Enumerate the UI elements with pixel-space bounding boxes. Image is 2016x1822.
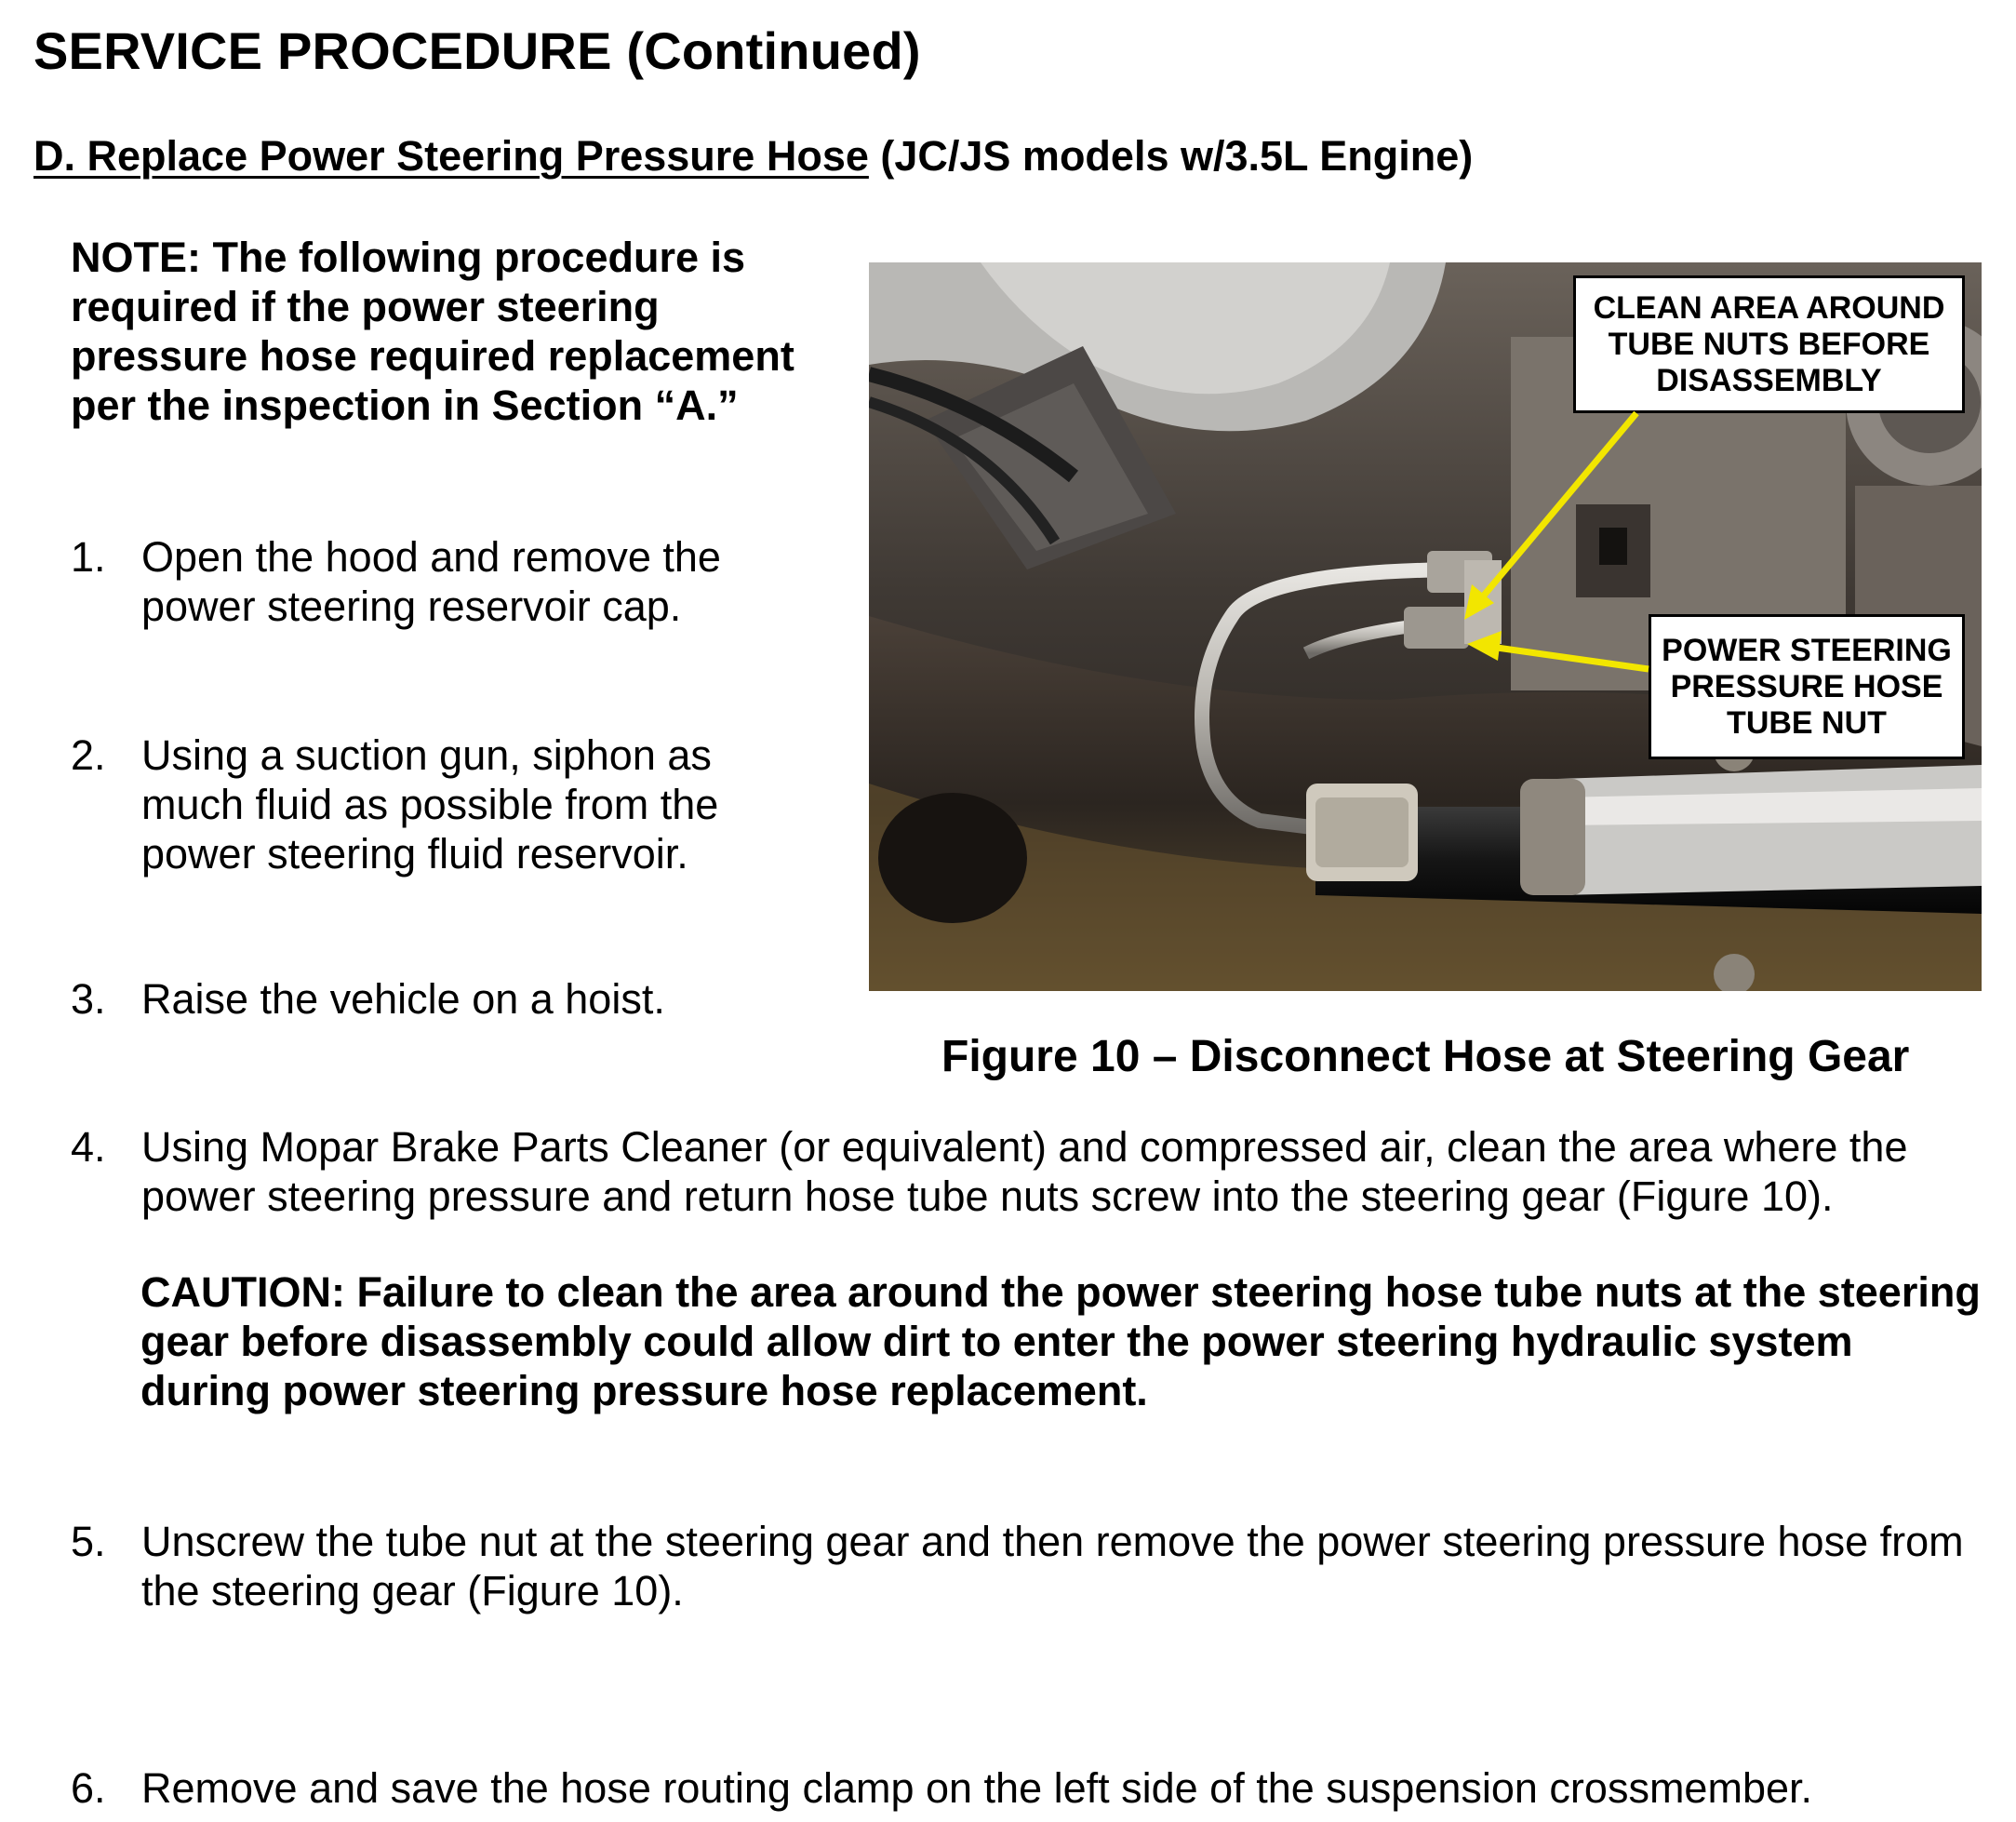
section-heading-title: D. Replace Power Steering Pressure Hose [33,132,869,180]
arrow-head-icon [1467,631,1502,661]
callout-line: POWER STEERING [1662,632,1952,668]
callout-line: PRESSURE HOSE [1670,668,1943,704]
step-6 [71,1763,1996,1815]
callout-arrows [869,262,1982,991]
step-line: power steering reservoir cap. [141,583,682,630]
step-text [141,730,718,878]
step-line: Remove and save the hose routing clamp on the left side of the suspension crossmember. [141,1764,1813,1812]
step-4 [71,1122,1996,1225]
step-line: Using Mopar Brake Parts Cleaner (or equivalent) and compressed air, clean the area where the [141,1123,1908,1171]
step-line: Raise the vehicle on a hoist. [141,975,665,1023]
step-line: the steering gear (Figure 10). [141,1567,684,1614]
caution-text: CAUTION: Failure to clean the area around the power steering hose tube nuts at the steering gear before disassembly could allow dirt to enter the power steering hydraulic system during power steering pressure hose replacement. [140,1268,1981,1414]
step-number: 2. [71,731,106,779]
step-3 [71,974,834,1026]
step-text [141,532,721,631]
step-line: power steering pressure and return hose tube nuts screw into the steering gear (Figure 10). [141,1172,1834,1220]
step-text [141,974,665,1024]
step-line: Unscrew the tube nut at the steering gear and then remove the power steering pressure hose from [141,1518,1964,1565]
callout-line: TUBE NUT [1727,704,1887,741]
step-line: Open the hood and remove the [141,533,721,581]
page-title: SERVICE PROCEDURE (Continued) [33,21,921,80]
callout-line: TUBE NUTS BEFORE [1608,326,1930,362]
step-line: much fluid as possible from the [141,781,719,828]
step-text [141,1517,1964,1615]
step-line: power steering fluid reservoir. [141,830,688,878]
note-text: NOTE: The following procedure is required if the power steering pressure hose required replacement per the inspection in Section “A.” [71,234,794,429]
arrow-icon [1490,647,1649,669]
step-number: 4. [71,1123,106,1171]
figure-10-photo [869,262,1982,991]
callout-line: DISASSEMBLY [1656,362,1882,398]
section-heading [33,132,1473,181]
step-5 [71,1517,2006,1619]
step-line: Using a suction gun, siphon as [141,731,712,779]
step-number: 5. [71,1518,106,1565]
step-1 [71,532,834,635]
figure-caption: Figure 10 – Disconnect Hose at Steering Gear [941,1032,1910,1081]
step-number: 6. [71,1764,106,1812]
step-number: 1. [71,533,106,581]
step-2 [71,730,834,879]
arrow-icon [1478,413,1636,602]
step-text [141,1763,1812,1813]
callout-line: CLEAN AREA AROUND [1593,289,1945,326]
step-number: 3. [71,975,106,1023]
step-text [141,1122,1907,1221]
section-heading-models: (JC/JS models w/3.5L Engine) [868,132,1474,180]
